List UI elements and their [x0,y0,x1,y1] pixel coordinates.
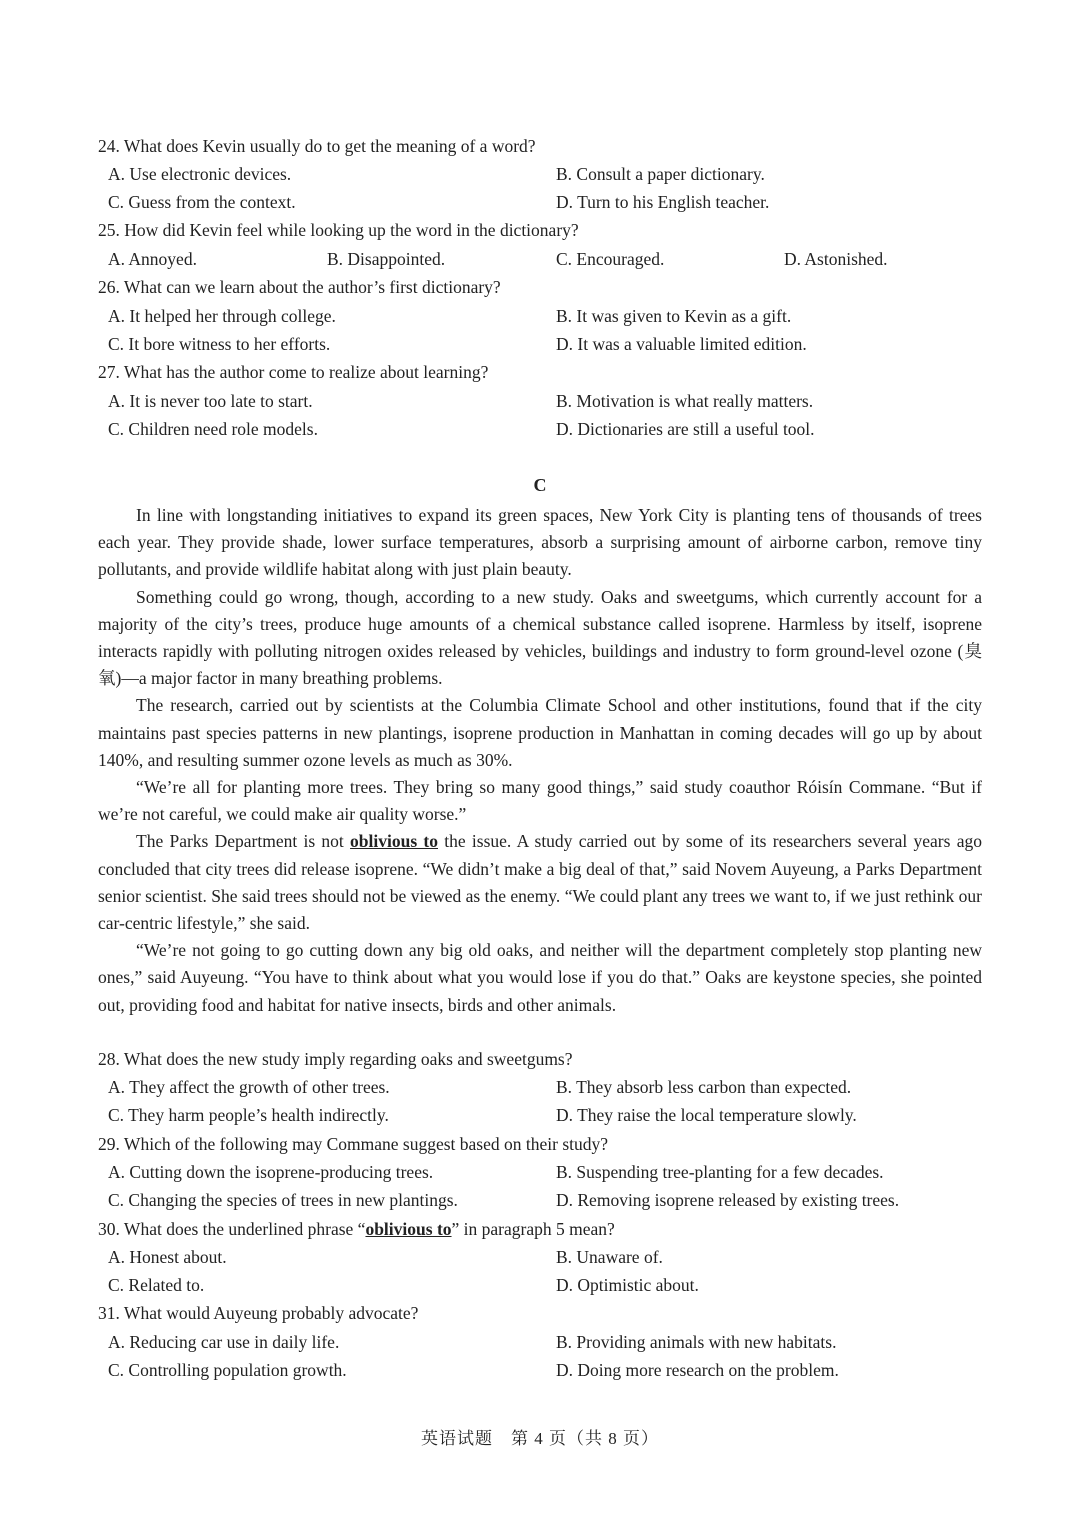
q28-option-d: D. They raise the local temperature slowly. [556,1105,857,1125]
q30-underlined-phrase: oblivious to [365,1219,452,1239]
q26-option-d: D. It was a valuable limited edition. [556,334,807,354]
section-title: C [533,475,547,495]
q30-stem-after: ” in paragraph 5 mean? [451,1219,615,1239]
q25-option-d: D. Astonished. [784,249,888,269]
q31-option-b: B. Providing animals with new habitats. [556,1332,837,1352]
passage-paragraph-5 [98,828,982,937]
q27-option-d: D. Dictionaries are still a useful tool. [556,419,815,439]
q31-option-c: C. Controlling population growth. [108,1360,347,1380]
p5-text-before: The Parks Department is not [136,831,351,852]
q25-option-a: A. Annoyed. [108,249,197,269]
question-31-stem: 31. What would Auyeung probably advocate? [98,1303,419,1323]
passage-paragraph-1: In line with longstanding initiatives to expand its green spaces, New York City is planting tens of thousands of trees each year. They provide shade, lower surface temperatures, absorb a surprising amount of airborne carbon, remove tiny pollutants, and provide wildlife habitat along with just plain beauty. [98,505,982,580]
q31-option-a: A. Reducing car use in daily life. [108,1332,340,1352]
q30-stem-before: 30. What does the underlined phrase “ [98,1219,366,1239]
passage-paragraph-4: “We’re all for planting more trees. They bring so many good things,” said study coauthor Róisín Commane. “But if we’re not careful, we could make air quality worse.” [98,777,982,825]
q28-option-b: B. They absorb less carbon than expected. [556,1077,852,1097]
q27-option-c: C. Children need role models. [108,419,318,439]
q24-option-a: A. Use electronic devices. [108,164,292,184]
question-24-stem: 24. What does Kevin usually do to get the meaning of a word? [98,136,536,156]
q28-option-c: C. They harm people’s health indirectly. [108,1105,389,1125]
q25-option-c: C. Encouraged. [556,249,665,269]
q29-option-d: D. Removing isoprene released by existing trees. [556,1190,900,1210]
question-30-stem [98,1218,615,1240]
question-26-stem: 26. What can we learn about the author’s first dictionary? [98,277,501,297]
q26-option-b: B. It was given to Kevin as a gift. [556,306,792,326]
underlined-phrase: oblivious to [350,831,438,852]
q26-option-a: A. It helped her through college. [108,306,336,326]
q27-option-a: A. It is never too late to start. [108,391,313,411]
q30-option-d: D. Optimistic about. [556,1275,699,1295]
q24-option-d: D. Turn to his English teacher. [556,192,770,212]
q24-option-b: B. Consult a paper dictionary. [556,164,765,184]
question-29-stem: 29. Which of the following may Commane suggest based on their study? [98,1134,609,1154]
q28-option-a: A. They affect the growth of other trees. [108,1077,390,1097]
q29-option-b: B. Suspending tree-planting for a few decades. [556,1162,884,1182]
question-25-stem: 25. How did Kevin feel while looking up the word in the dictionary? [98,220,579,240]
q26-option-c: C. It bore witness to her efforts. [108,334,331,354]
reading-passage [98,502,982,1019]
q25-option-b: B. Disappointed. [327,249,446,269]
passage-paragraph-6: “We’re not going to go cutting down any big old oaks, and neither will the department completely stop planting new ones,” said Auyeung. “You have to think about what you would lose if you do that.” Oaks are keystone species, she pointed out, providing food and habitat for native insects, birds and other animals. [98,940,982,1015]
passage-paragraph-3: The research, carried out by scientists at the Columbia Climate School and other institutions, found that if the city maintains past species patterns in new plantings, isoprene production in Manhattan in coming decades will go up by about 140%, and resulting summer ozone levels as much as 30%. [98,695,982,770]
p5-text-after: the issue. A study carried out by some of its researchers several years ago concluded that city trees did release isoprene. “We didn’t make a big deal of that,” said Novem Auyeung, a Parks Department senior scientist. She said trees should not be viewed as the enemy. “We could plant any trees we want to, if we just rethink our car-centric lifestyle,” she said. [98,831,982,934]
q31-option-d: D. Doing more research on the problem. [556,1360,839,1380]
page-footer: 英语试题 第 4 页（共 8 页） [421,1429,659,1448]
q24-option-c: C. Guess from the context. [108,192,296,212]
q27-option-b: B. Motivation is what really matters. [556,391,814,411]
q29-option-a: A. Cutting down the isoprene-producing trees. [108,1162,434,1182]
question-28-stem: 28. What does the new study imply regarding oaks and sweetgums? [98,1049,573,1069]
q30-option-a: A. Honest about. [108,1247,227,1267]
question-27-stem: 27. What has the author come to realize about learning? [98,362,489,382]
q29-option-c: C. Changing the species of trees in new plantings. [108,1190,458,1210]
q30-option-c: C. Related to. [108,1275,205,1295]
passage-paragraph-2: Something could go wrong, though, according to a new study. Oaks and sweetgums, which currently account for a majority of the city’s trees, produce huge amounts of a chemical substance called isoprene. Harmless by itself, isoprene interacts rapidly with polluting nitrogen oxides released by vehicles, buildings and industry to form ground-level ozone (臭氧)—a major factor in many breathing problems. [98,586,982,689]
q30-option-b: B. Unaware of. [556,1247,663,1267]
